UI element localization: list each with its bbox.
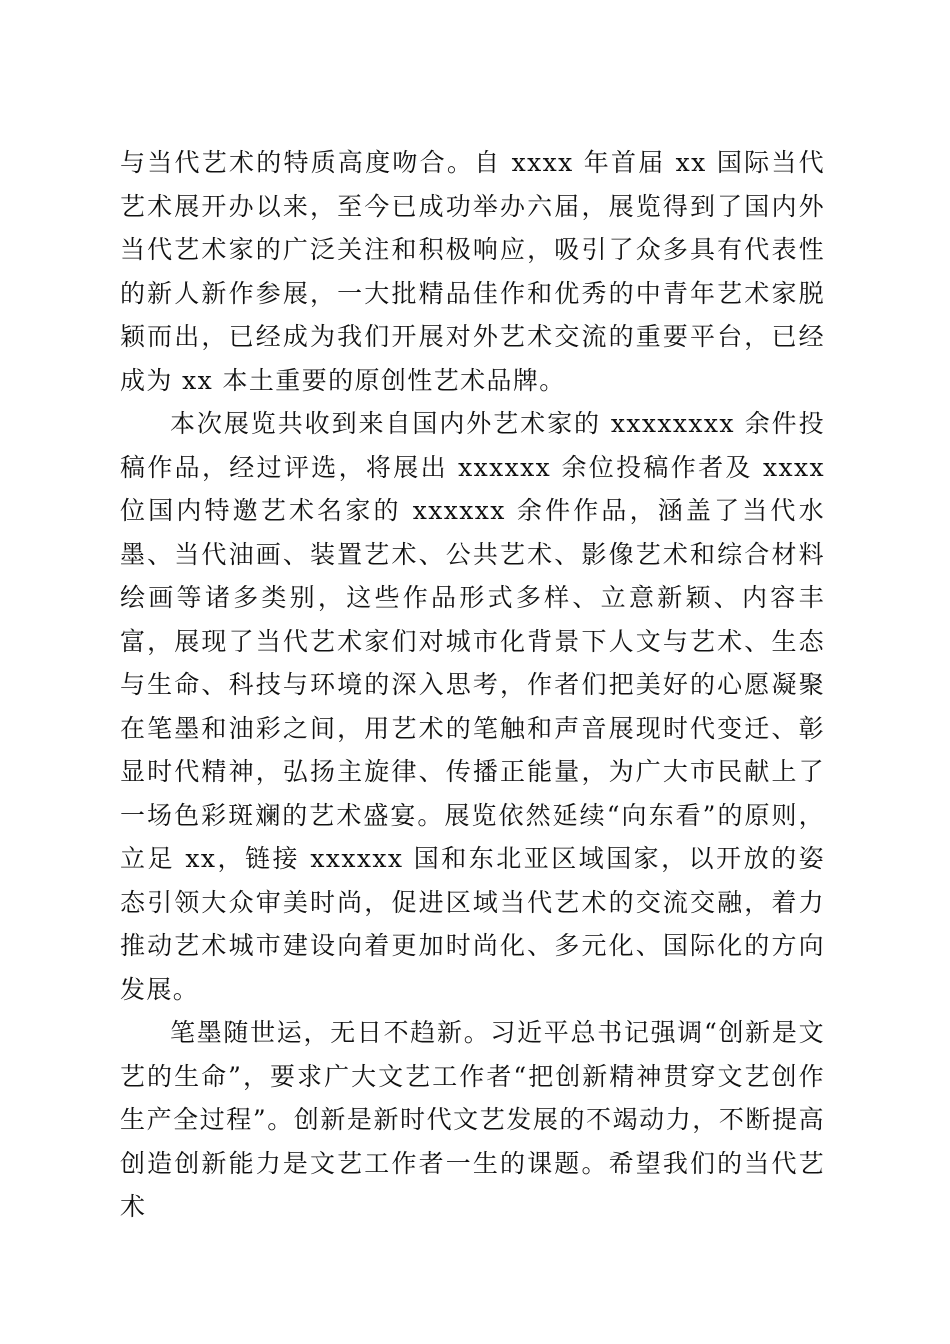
document-body	[120, 141, 825, 1229]
paragraph-exhibition-overview: 本次展览共收到来自国内外艺术家的 xxxxxxxx 余件投稿作品，经过评选，将展出 xxxxxx 余位投稿作者及 xxxx 位国内特邀艺术名家的 xxxxxx 余件作品，涵盖了当代水墨、当代油画、装置艺术、公共艺术、影像艺术和综合材料绘画等诸多类别，这些作品形式多样、立意新颖、内容丰富，展现了当代艺术家们对城市化背景下人文与艺术、生态与生命、科技与环境的深入思考，作者们把美好的心愿凝聚在笔墨和油彩之间，用艺术的笔触和声音展现时代变迁、彰显时代精神，弘扬主旋律、传播正能量，为广大市民献上了一场色彩斑斓的艺术盛宴。展览依然延续“向东看”的原则，立足 xx，链接 xxxxxx 国和东北亚区域国家，以开放的姿态引领大众审美时尚，促进区域当代艺术的交流交融，着力推动艺术城市建设向着更加时尚化、多元化、国际化的方向发展。	[120, 409, 825, 1004]
paragraph-innovation: 笔墨随世运，无日不趋新。习近平总书记强调“创新是文艺的生命”，要求广大文艺工作者“把创新精神贯穿文艺创作生产全过程”。创新是新时代文艺发展的不竭动力，不断提高创造创新能力是文艺工作者一生的课题。希望我们的当代艺术	[120, 1018, 825, 1221]
paragraph-continuation: 与当代艺术的特质高度吻合。自 xxxx 年首届 xx 国际当代艺术展开办以来，至今已成功举办六届，展览得到了国内外当代艺术家的广泛关注和积极响应，吸引了众多具有代表性的新人新作参展，一大批精品佳作和优秀的中青年艺术家脱颖而出，已经成为我们开展对外艺术交流的重要平台，已经成为 xx 本土重要的原创性艺术品牌。	[120, 148, 825, 395]
